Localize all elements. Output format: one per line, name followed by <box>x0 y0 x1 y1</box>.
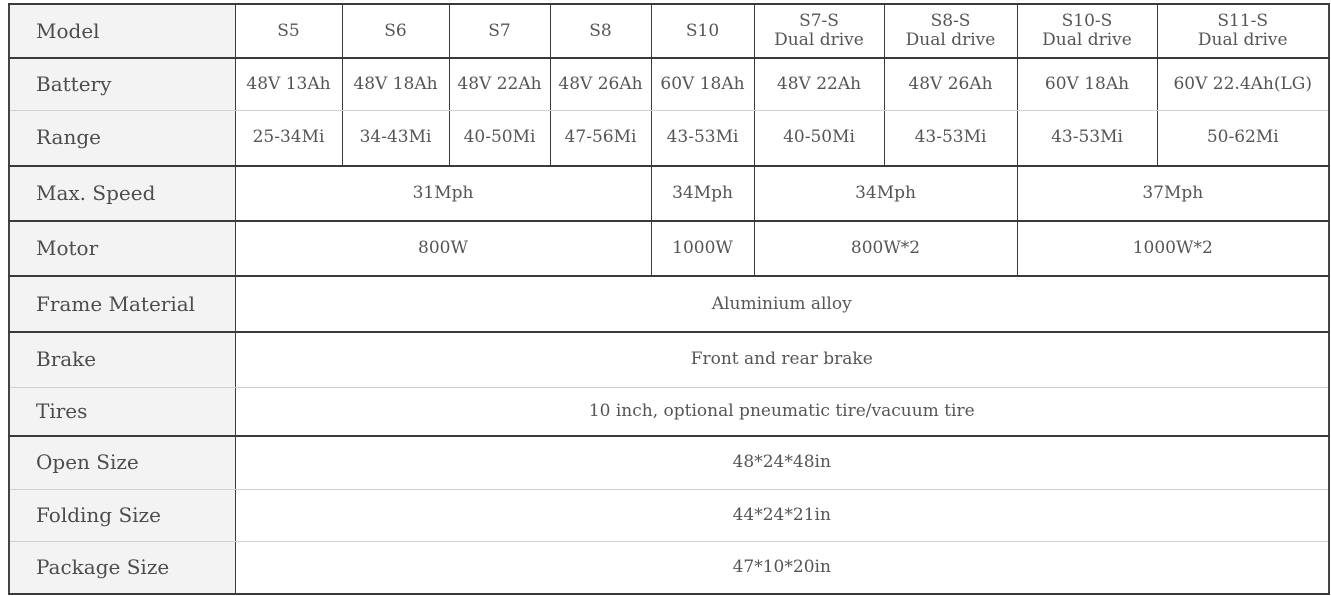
speed-row <box>9 166 1329 221</box>
row-label-brake: Brake <box>9 332 235 387</box>
spec-table <box>8 3 1330 595</box>
range-row <box>9 110 1329 166</box>
folding-size-row <box>9 489 1329 541</box>
row-label-model: Model <box>9 4 235 58</box>
battery-cell: 48V 22Ah <box>754 58 884 110</box>
range-cell: 50-62Mi <box>1157 110 1329 166</box>
model-row <box>9 4 1329 58</box>
model-cell: S5 <box>235 4 342 58</box>
battery-cell: 48V 18Ah <box>342 58 449 110</box>
model-cell: S11-S Dual drive <box>1157 4 1329 58</box>
speed-cell: 37Mph <box>1017 166 1329 221</box>
open-size-row <box>9 436 1329 489</box>
package-size-row <box>9 541 1329 594</box>
battery-cell: 48V 13Ah <box>235 58 342 110</box>
motor-cell: 800W*2 <box>754 221 1017 276</box>
range-cell: 25-34Mi <box>235 110 342 166</box>
open-size-cell: 48*24*48in <box>235 436 1329 489</box>
model-cell: S8-S Dual drive <box>884 4 1017 58</box>
row-label-frame: Frame Material <box>9 276 235 332</box>
battery-cell: 60V 18Ah <box>1017 58 1157 110</box>
range-cell: 34-43Mi <box>342 110 449 166</box>
row-label-battery: Battery <box>9 58 235 110</box>
battery-cell: 48V 26Ah <box>550 58 651 110</box>
row-label-motor: Motor <box>9 221 235 276</box>
motor-cell: 1000W*2 <box>1017 221 1329 276</box>
battery-cell: 48V 22Ah <box>449 58 550 110</box>
tires-row <box>9 387 1329 436</box>
range-cell: 47-56Mi <box>550 110 651 166</box>
frame-row <box>9 276 1329 332</box>
brake-row <box>9 332 1329 387</box>
battery-cell: 60V 22.4Ah(LG) <box>1157 58 1329 110</box>
model-cell: S6 <box>342 4 449 58</box>
speed-cell: 34Mph <box>754 166 1017 221</box>
battery-cell: 48V 26Ah <box>884 58 1017 110</box>
range-cell: 40-50Mi <box>754 110 884 166</box>
speed-cell: 31Mph <box>235 166 651 221</box>
motor-cell: 1000W <box>651 221 754 276</box>
model-cell: S7 <box>449 4 550 58</box>
row-label-folding-size: Folding Size <box>9 489 235 541</box>
row-label-tires: Tires <box>9 387 235 436</box>
battery-cell: 60V 18Ah <box>651 58 754 110</box>
motor-cell: 800W <box>235 221 651 276</box>
tires-cell: 10 inch, optional pneumatic tire/vacuum tire <box>235 387 1329 436</box>
row-label-package-size: Package Size <box>9 541 235 594</box>
range-cell: 40-50Mi <box>449 110 550 166</box>
range-cell: 43-53Mi <box>1017 110 1157 166</box>
motor-row <box>9 221 1329 276</box>
row-label-speed: Max. Speed <box>9 166 235 221</box>
package-size-cell: 47*10*20in <box>235 541 1329 594</box>
model-cell: S10-S Dual drive <box>1017 4 1157 58</box>
model-cell: S8 <box>550 4 651 58</box>
battery-row <box>9 58 1329 110</box>
folding-size-cell: 44*24*21in <box>235 489 1329 541</box>
model-cell: S7-S Dual drive <box>754 4 884 58</box>
frame-cell: Aluminium alloy <box>235 276 1329 332</box>
range-cell: 43-53Mi <box>651 110 754 166</box>
row-label-range: Range <box>9 110 235 166</box>
row-label-open-size: Open Size <box>9 436 235 489</box>
model-cell: S10 <box>651 4 754 58</box>
speed-cell: 34Mph <box>651 166 754 221</box>
brake-cell: Front and rear brake <box>235 332 1329 387</box>
range-cell: 43-53Mi <box>884 110 1017 166</box>
